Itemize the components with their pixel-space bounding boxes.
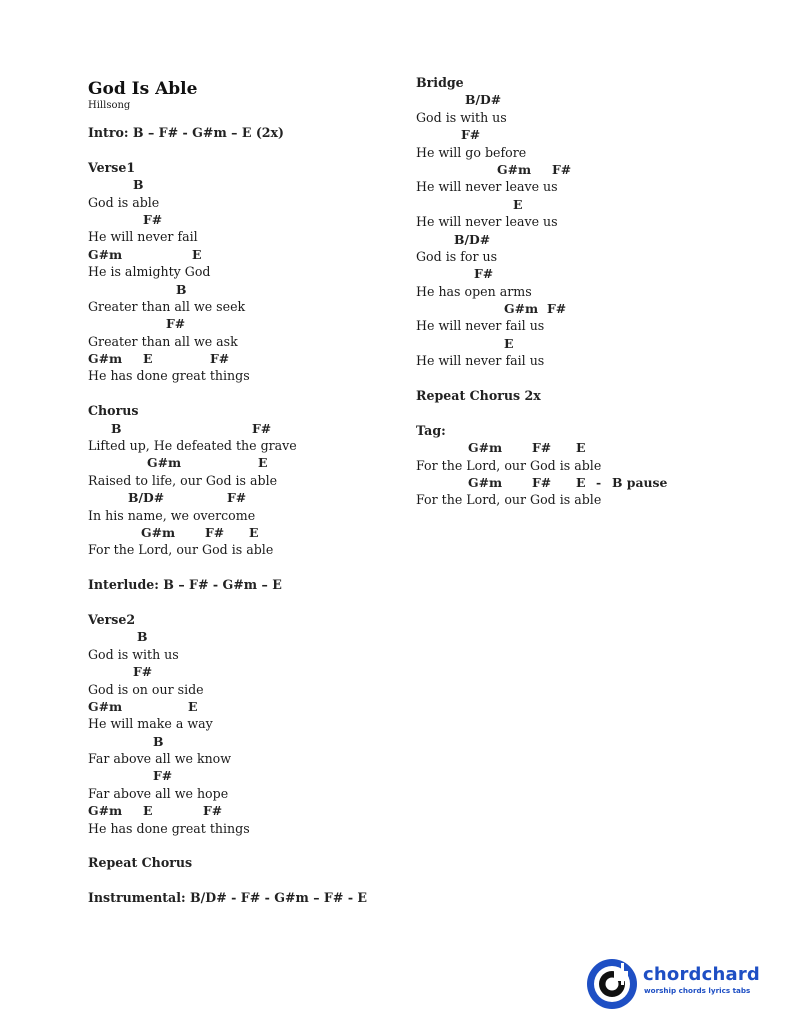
lyric-line: Far above all we know — [88, 751, 232, 767]
lyric-line: He is almighty God — [88, 264, 211, 280]
chord-line — [88, 663, 367, 680]
chord: B pause — [612, 474, 668, 490]
chord-line — [416, 335, 601, 352]
lyric-line: God is with us — [416, 109, 507, 125]
section-heading: Tag: — [416, 422, 446, 438]
lyric-line: He has done great things — [88, 368, 250, 384]
chord: F# — [552, 161, 572, 177]
lyric-line: God is with us — [88, 646, 179, 662]
lyric-line: Lifted up, He defeated the grave — [88, 438, 297, 454]
chord-line — [88, 350, 367, 367]
chord: E — [143, 351, 153, 367]
lyric-line: Far above all we hope — [88, 785, 229, 801]
chord-line — [88, 246, 367, 263]
chord: E — [249, 524, 259, 540]
spacer — [88, 559, 367, 576]
chord-line — [88, 698, 367, 715]
spacer — [416, 404, 601, 421]
chord: F# — [203, 803, 223, 819]
section-heading: Interlude: B – F# - G#m – E — [88, 577, 282, 593]
chord: B/D# — [454, 231, 491, 247]
chord: F# — [153, 768, 173, 784]
spacer — [88, 594, 367, 611]
chord: F# — [532, 440, 552, 456]
chord: G#m — [504, 301, 539, 317]
chord-line — [416, 265, 601, 282]
right-column — [416, 74, 668, 509]
chord-line — [88, 315, 367, 332]
chord-line — [88, 628, 367, 645]
lyric-line: Greater than all we ask — [88, 333, 238, 349]
lyric-line: God is able — [88, 194, 160, 210]
chord: F# — [205, 524, 225, 540]
chord: G#m — [497, 161, 532, 177]
chord: G#m — [88, 698, 123, 714]
logo-mark-icon — [585, 957, 639, 1011]
lyric-line: For the Lord, our God is able — [416, 457, 602, 473]
chord-line — [416, 196, 601, 213]
lyric-line: He has done great things — [88, 820, 250, 836]
chord: G#m — [468, 440, 503, 456]
lyric-line: Greater than all we seek — [88, 298, 246, 314]
left-column — [88, 78, 367, 907]
chord: E — [143, 803, 153, 819]
chord: B — [176, 281, 187, 297]
lyric-line: He will never fail us — [416, 318, 545, 334]
chord-line — [88, 176, 367, 193]
lyric-line: He will never fail us — [416, 353, 545, 369]
chord-line — [416, 91, 601, 108]
chord-line — [88, 281, 367, 298]
chord-line — [88, 802, 367, 819]
chord: B — [111, 420, 122, 436]
chord: F# — [166, 316, 186, 332]
chord: F# — [461, 127, 481, 143]
section-heading: Bridge — [416, 75, 464, 90]
section-heading: Instrumental: B/D# - F# - G#m – F# - E — [88, 890, 368, 906]
chordchard-logo[interactable] — [583, 955, 768, 1013]
chord-line — [416, 126, 601, 143]
chord: G#m — [141, 524, 176, 540]
lyric-line: In his name, we overcome — [88, 507, 256, 523]
chord: F# — [133, 664, 153, 680]
chord: F# — [532, 474, 552, 490]
chord: B/D# — [128, 490, 165, 506]
chord: E — [188, 698, 198, 714]
song-artist: Hillsong — [88, 100, 131, 111]
lyric-line: He will never leave us — [416, 214, 558, 230]
lyric-line: God is on our side — [88, 681, 204, 697]
chord: F# — [227, 490, 247, 506]
chord-line — [88, 524, 367, 541]
lyric-line: He will never fail — [88, 229, 198, 245]
chord: E — [576, 474, 586, 490]
spacer — [88, 141, 367, 158]
chord-line — [416, 300, 601, 317]
logo-tagline: worship chords lyrics tabs — [644, 986, 751, 995]
chord: G#m — [88, 351, 123, 367]
chord: B — [133, 177, 144, 193]
spacer — [88, 872, 367, 889]
section-heading: Verse2 — [88, 611, 136, 627]
chord: E — [513, 196, 523, 212]
chord-line — [88, 489, 367, 506]
chord: G#m — [88, 246, 123, 262]
chord: E — [192, 246, 202, 262]
chord: E — [576, 440, 586, 456]
chord: G#m — [468, 474, 503, 490]
section-heading: Repeat Chorus 2x — [416, 388, 541, 404]
lyric-line: He has open arms — [416, 283, 532, 299]
chord: - — [596, 474, 602, 490]
chord: B — [137, 629, 148, 645]
chord: G#m — [88, 803, 123, 819]
chord-line — [88, 454, 367, 471]
chord: B — [153, 733, 164, 749]
chord-line — [88, 420, 367, 437]
chord-line — [416, 161, 601, 178]
lyric-line: God is for us — [416, 248, 498, 264]
lyric-line: He will go before — [416, 144, 527, 160]
chord-line — [416, 439, 601, 456]
logo-name: chordchard — [643, 964, 761, 985]
chord: F# — [547, 301, 567, 317]
lyric-line: For the Lord, our God is able — [416, 492, 602, 508]
lyric-line: He will never leave us — [416, 179, 558, 195]
section-heading: Verse1 — [88, 159, 136, 175]
spacer — [88, 385, 367, 402]
section-heading: Repeat Chorus — [88, 855, 193, 871]
chord: E — [258, 455, 268, 471]
section-heading: Chorus — [88, 403, 139, 419]
right-lines — [416, 74, 668, 509]
chord-line — [88, 733, 367, 750]
chord-line — [416, 474, 668, 491]
chord: E — [504, 335, 514, 351]
spacer — [416, 370, 601, 387]
chord: G#m — [147, 455, 182, 471]
spacer — [88, 837, 367, 854]
lyric-line: He will make a way — [88, 716, 213, 732]
lyric-line: For the Lord, our God is able — [88, 542, 274, 558]
chord-line — [88, 767, 367, 784]
chord: B/D# — [465, 92, 502, 108]
left-lines — [88, 124, 367, 907]
lyric-line: Raised to life, our God is able — [88, 472, 278, 488]
chord: F# — [143, 211, 163, 227]
song-title: God Is Able — [88, 79, 198, 99]
chord: F# — [210, 351, 230, 367]
chord-line — [88, 211, 367, 228]
chord-line — [416, 231, 601, 248]
chord: F# — [252, 420, 272, 436]
chord: F# — [474, 266, 494, 282]
section-heading: Intro: B – F# - G#m – E (2x) — [88, 125, 285, 140]
